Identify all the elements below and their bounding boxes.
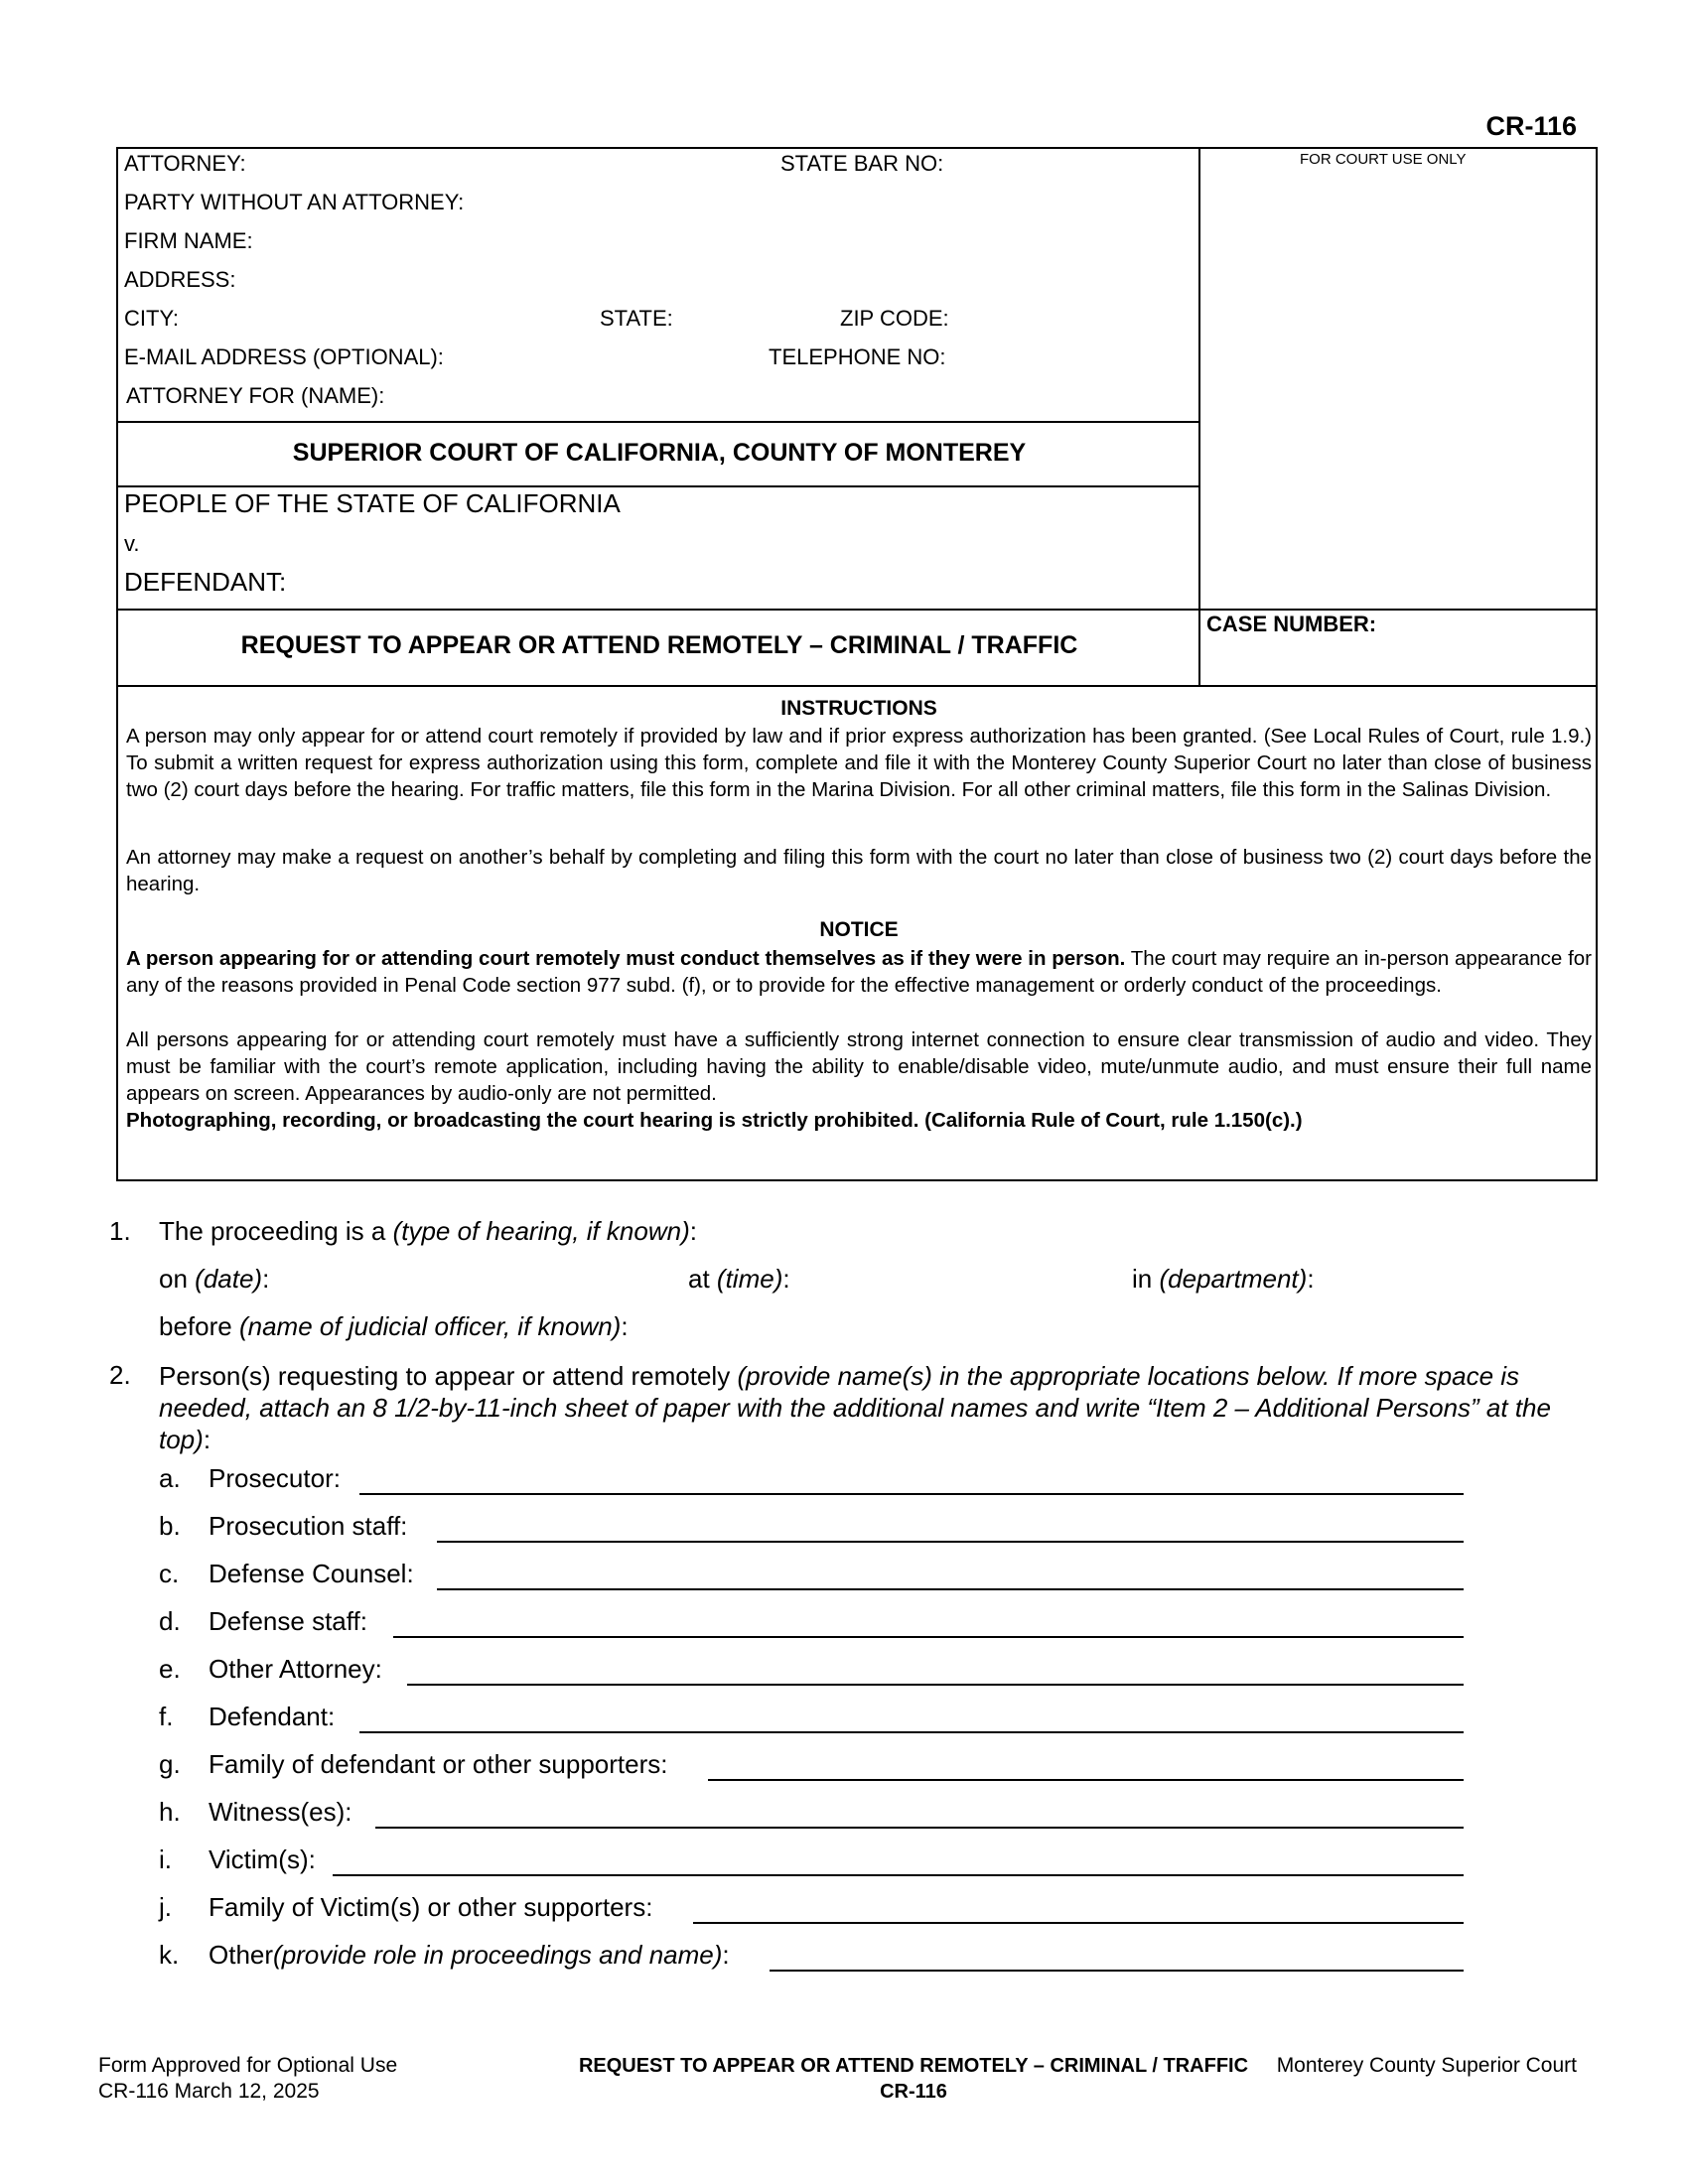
item-1-time bbox=[688, 1264, 790, 1295]
footer-approval: Form Approved for Optional Use bbox=[98, 2054, 398, 2077]
versus-label: v. bbox=[124, 531, 140, 556]
role-label: Victim(s): bbox=[209, 1844, 316, 1874]
role-row bbox=[159, 1844, 316, 1875]
prosecution-staff-name-line[interactable] bbox=[437, 1541, 1464, 1543]
in-label: in bbox=[1132, 1264, 1160, 1294]
role-label: Defense Counsel: bbox=[209, 1559, 414, 1588]
role-row bbox=[159, 1559, 414, 1589]
footer-title: REQUEST TO APPEAR OR ATTEND REMOTELY – CRIMINAL / TRAFFIC bbox=[578, 2055, 1249, 2077]
role-letter: k. bbox=[159, 1940, 180, 1970]
role-label: Family of Victim(s) or other supporters: bbox=[209, 1892, 653, 1922]
defense-staff-name-line[interactable] bbox=[393, 1636, 1464, 1638]
notice-heading: NOTICE bbox=[819, 918, 899, 941]
colon: : bbox=[782, 1264, 790, 1294]
colon: : bbox=[262, 1264, 270, 1294]
role-letter: e. bbox=[159, 1654, 181, 1684]
notice-paragraph bbox=[126, 945, 1592, 999]
role-row bbox=[159, 1940, 730, 1971]
notice-prohibition: Photographing, recording, or broadcasting the court hearing is strictly prohibited. (California Rule of Court, rule 1.150(c).) bbox=[126, 1109, 1303, 1132]
colon: : bbox=[203, 1425, 211, 1454]
role-label: Other Attorney: bbox=[209, 1654, 382, 1684]
on-label: on bbox=[159, 1264, 196, 1294]
role-label: Prosecution staff: bbox=[209, 1511, 408, 1541]
prosecutor-name-line[interactable] bbox=[359, 1493, 1464, 1495]
item-1-hint: (type of hearing, if known) bbox=[392, 1216, 690, 1246]
zip-code-label: ZIP CODE: bbox=[840, 306, 949, 331]
item-2-text bbox=[159, 1360, 1589, 1455]
instructions-paragraph: A person may only appear for or attend court remotely if provided by law and if prior express authorization has been granted. (See Local Rules of Court, rule 1.9.) To submit a written request for express authorization using this form, complete and file it with the Monterey County Superior Court no later than close of business two (2) court days before the hearing. For traffic matters, file this form in the Marina Division. For all other criminal matters, file this form in the Salinas Division. bbox=[126, 725, 1592, 801]
form-number: CR-116 bbox=[1485, 111, 1577, 141]
defendant-label: DEFENDANT: bbox=[124, 567, 287, 597]
role-label: Family of defendant or other supporters: bbox=[209, 1749, 668, 1779]
item-2-hint: (provide name(s) in the appropriate locations below. If more space is needed, attach an 8 1/2-by-11-inch sheet of paper with the additional names and write “Item 2 – Additional Persons” at the top) bbox=[159, 1361, 1551, 1454]
role-letter: j. bbox=[159, 1892, 172, 1922]
state-bar-label: STATE BAR NO: bbox=[780, 151, 944, 176]
plaintiff-name: PEOPLE OF THE STATE OF CALIFORNIA bbox=[124, 488, 621, 518]
colon: : bbox=[621, 1311, 629, 1341]
role-letter: d. bbox=[159, 1606, 181, 1636]
role-row bbox=[159, 1654, 382, 1685]
divider-line bbox=[118, 485, 1200, 487]
time-hint: (time) bbox=[716, 1264, 783, 1294]
defendant-name-line[interactable] bbox=[359, 1731, 1464, 1733]
date-hint: (date) bbox=[195, 1264, 263, 1294]
firm-name-label: FIRM NAME: bbox=[124, 228, 253, 253]
department-hint: (department) bbox=[1159, 1264, 1308, 1294]
role-label: Defendant: bbox=[209, 1702, 336, 1731]
witness-name-line[interactable] bbox=[375, 1827, 1464, 1829]
colon: : bbox=[722, 1940, 730, 1970]
role-row bbox=[159, 1797, 352, 1828]
item-1-department bbox=[1132, 1264, 1315, 1295]
other-attorney-name-line[interactable] bbox=[407, 1684, 1464, 1686]
defense-counsel-name-line[interactable] bbox=[437, 1588, 1464, 1590]
other-name-line[interactable] bbox=[770, 1970, 1464, 1972]
footer-court: Monterey County Superior Court bbox=[1276, 2054, 1577, 2077]
caption-box bbox=[116, 147, 1598, 1181]
city-label: CITY: bbox=[124, 306, 180, 331]
notice-paragraph: All persons appearing for or attending court remotely must have a sufficiently strong internet connection to ensure clear transmission of audio and video. They must be familiar with the court’s remote application, including having the ability to enable/disable video, mute/unmute audio, and must ensure their full name appears on screen. Appearances by audio-only are not permitted. bbox=[126, 1028, 1592, 1105]
footer-form-number: CR-116 bbox=[880, 2081, 947, 2103]
family-defendant-name-line[interactable] bbox=[708, 1779, 1464, 1781]
item-2-number: 2. bbox=[109, 1360, 131, 1390]
item-1-text bbox=[159, 1216, 697, 1247]
victim-name-line[interactable] bbox=[333, 1874, 1464, 1876]
footer-form-date: CR-116 March 12, 2025 bbox=[98, 2080, 320, 2103]
colon: : bbox=[1307, 1264, 1315, 1294]
role-letter: f. bbox=[159, 1702, 174, 1731]
column-divider bbox=[1198, 149, 1200, 687]
colon: : bbox=[689, 1216, 697, 1246]
divider-line bbox=[118, 421, 1200, 423]
role-row bbox=[159, 1606, 367, 1637]
judicial-hint: (name of judicial officer, if known) bbox=[238, 1311, 622, 1341]
divider-line bbox=[118, 609, 1598, 611]
item-1-date bbox=[159, 1264, 269, 1295]
item-2-lead: Person(s) requesting to appear or attend remotely bbox=[159, 1361, 738, 1391]
item-1-lead: The proceeding is a bbox=[159, 1216, 393, 1246]
role-row bbox=[159, 1463, 341, 1494]
role-hint: (provide role in proceedings and name) bbox=[273, 1940, 723, 1970]
role-letter: i. bbox=[159, 1844, 172, 1874]
court-use-label: FOR COURT USE ONLY bbox=[1300, 151, 1467, 168]
role-row bbox=[159, 1702, 335, 1732]
footer-center bbox=[417, 2053, 1410, 2105]
footer-left bbox=[98, 2053, 397, 2105]
footer-right bbox=[1277, 2053, 1577, 2079]
role-row bbox=[159, 1511, 407, 1542]
instructions-heading: INSTRUCTIONS bbox=[780, 697, 937, 720]
instructions-paragraph: An attorney may make a request on another’s behalf by completing and filing this form with the court no later than close of business two (2) court days before the hearing. bbox=[126, 846, 1592, 895]
family-victim-name-line[interactable] bbox=[693, 1922, 1464, 1924]
party-without-attorney-label: PARTY WITHOUT AN ATTORNEY: bbox=[124, 190, 465, 214]
address-label: ADDRESS: bbox=[124, 267, 236, 292]
role-label: Defense staff: bbox=[209, 1606, 367, 1636]
role-label: Other bbox=[209, 1940, 274, 1970]
item-1-judicial-officer bbox=[159, 1311, 629, 1342]
attorney-label: ATTORNEY: bbox=[124, 151, 246, 176]
role-letter: h. bbox=[159, 1797, 181, 1827]
email-label: E-MAIL ADDRESS (OPTIONAL): bbox=[124, 344, 444, 369]
role-label: Witness(es): bbox=[209, 1797, 352, 1827]
role-row bbox=[159, 1749, 667, 1780]
role-row bbox=[159, 1892, 652, 1923]
telephone-label: TELEPHONE NO: bbox=[769, 344, 946, 369]
role-letter: b. bbox=[159, 1511, 181, 1541]
notice-text: The court may require an in-person appearance for any of the reasons provided in Penal Code section 977 subd. (f), or to provide for the effective management or orderly conduct of the proceedings. bbox=[126, 947, 1593, 997]
attorney-for-label: ATTORNEY FOR (NAME): bbox=[126, 383, 385, 408]
case-number-label: CASE NUMBER: bbox=[1206, 612, 1377, 636]
role-label: Prosecutor: bbox=[209, 1463, 341, 1493]
at-label: at bbox=[688, 1264, 717, 1294]
court-name: SUPERIOR COURT OF CALIFORNIA, COUNTY OF MONTEREY bbox=[292, 439, 1027, 467]
form-title: REQUEST TO APPEAR OR ATTEND REMOTELY – CRIMINAL / TRAFFIC bbox=[240, 631, 1078, 659]
notice-bold-text: A person appearing for or attending court remotely must conduct themselves as if they were in person. bbox=[126, 947, 1126, 970]
role-letter: c. bbox=[159, 1559, 180, 1588]
state-label: STATE: bbox=[600, 306, 673, 331]
role-letter: a. bbox=[159, 1463, 181, 1493]
item-1-number: 1. bbox=[109, 1216, 131, 1246]
before-label: before bbox=[159, 1311, 239, 1341]
role-letter: g. bbox=[159, 1749, 181, 1779]
divider-line bbox=[118, 685, 1598, 687]
